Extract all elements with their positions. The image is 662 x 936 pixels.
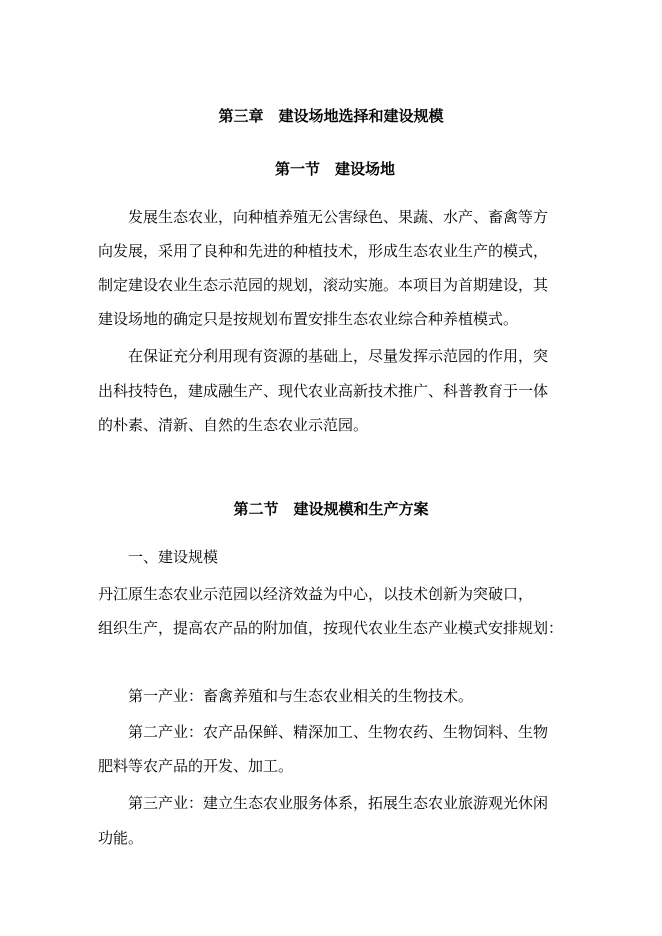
paragraph-line: 肥料等农产品的开发、加工。: [98, 757, 294, 775]
paragraph-line: 建设场地的确定只是按规划布置安排生态农业综合种养植模式。: [98, 310, 519, 328]
paragraph-line: 组织生产，提高农产品的附加值，按现代农业生态产业模式安排规划：: [98, 619, 564, 637]
paragraph-line: 的朴素、清新、自然的生态农业示范园。: [98, 416, 369, 434]
section-title: 第二节 建设规模和生产方案: [233, 500, 429, 518]
section-title: 第一节 建设场地: [274, 160, 395, 178]
paragraph-line: 在保证充分利用现有资源的基础上，尽量发挥示范园的作用，突: [128, 347, 549, 365]
paragraph-line: 制定建设农业生态示范园的规划，滚动实施。本项目为首期建设，其: [98, 276, 549, 294]
chapter-title: 第三章 建设场地选择和建设规模: [218, 107, 444, 125]
industry-line: 第二产业：农产品保鲜、精深加工、生物农药、生物饲料、生物: [128, 723, 549, 741]
industry-line: 第三产业：建立生态农业服务体系，拓展生态农业旅游观光休闲: [128, 794, 549, 812]
paragraph-line: 向发展，采用了良种和先进的种植技术，形成生态农业生产的模式，: [98, 242, 549, 260]
paragraph-line: 功能。: [98, 829, 144, 847]
paragraph-line: 发展生态农业，向种植养殖无公害绿色、果蔬、水产、畜禽等方: [128, 208, 549, 226]
paragraph-line: 出科技特色，建成融生产、现代农业高新技术推广、科普教育于一体: [98, 382, 549, 400]
industry-line: 第一产业：畜禽养殖和与生态农业相关的生物技术。: [128, 687, 474, 705]
paragraph-line: 丹江原生态农业示范园以经济效益为中心，以技术创新为突破口，: [98, 585, 534, 603]
subheading: 一、建设规模: [128, 548, 219, 566]
